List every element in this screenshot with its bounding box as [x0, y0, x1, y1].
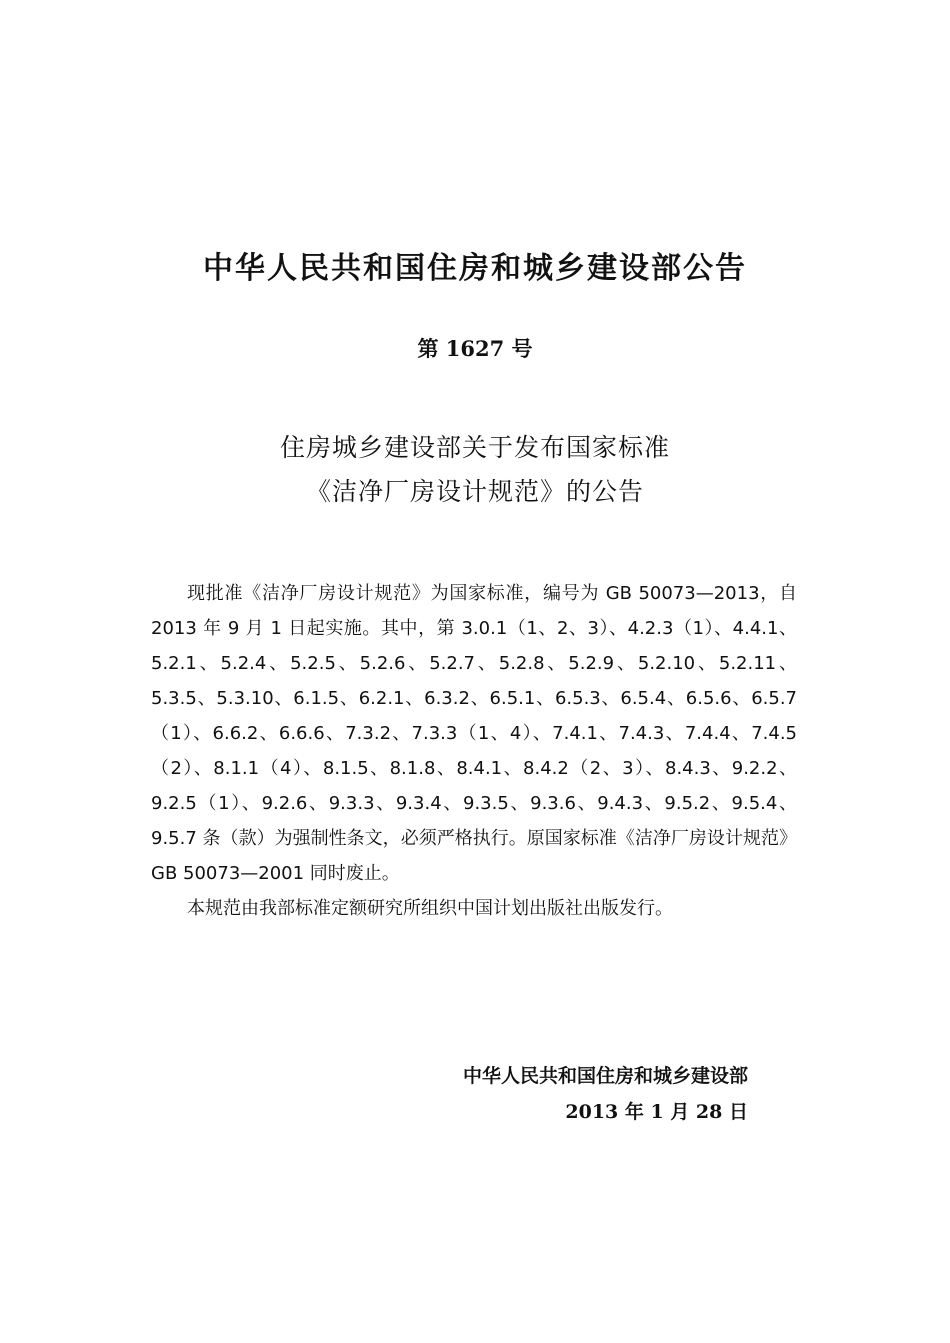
- announcement-subtitle-line1: 住房城乡建设部关于发布国家标准: [279, 433, 670, 462]
- announcement-body: [151, 576, 797, 926]
- signature-organization: 中华人民共和国住房和城乡建设部: [462, 1065, 748, 1087]
- body-paragraph: 现批准《洁净厂房设计规范》为国家标准，编号为 GB 50073—2013，自 2013 年 9 月 1 日起实施。其中，第 3.0.1（1、2、3）、4.2.3（1）、4.4.1、5.2.1、5.2.4、5.2.5、5.2.6、5.2.7、5.2.8、5.2.9、5.2.10、5.2.11、5.3.5、5.3.10、6.1.5、6.2.1、6.3.2、6.5.1、6.5.3、6.5.4、6.5.6、6.5.7（1）、6.6.2、6.6.6、7.3.2、7.3.3（1、4）、7.4.1、7.4.3、7.4.4、7.4.5（2）、8.1.1（4）、8.1.5、8.1.8、8.4.1、8.4.2（2、3）、8.4.3、9.2.2、9.2.5（1）、9.2.6、9.3.3、9.3.4、9.3.5、9.3.6、9.4.3、9.5.2、9.5.4、9.5.7 条（款）为强制性条文，必须严格执行。原国家标准《洁净厂房设计规范》GB 50073—2001 同时废止。: [151, 583, 797, 884]
- announcement-number: 第 1627 号: [417, 336, 533, 361]
- signature-date: 2013 年 1 月 28 日: [565, 1101, 748, 1123]
- announcement-subtitle-line2: 《洁净厂房设计规范》的公告: [305, 477, 644, 506]
- body-paragraph: 本规范由我部标准定额研究所组织中国计划出版社出版发行。: [187, 898, 673, 919]
- announcement-title: 中华人民共和国住房和城乡建设部公告: [203, 251, 747, 286]
